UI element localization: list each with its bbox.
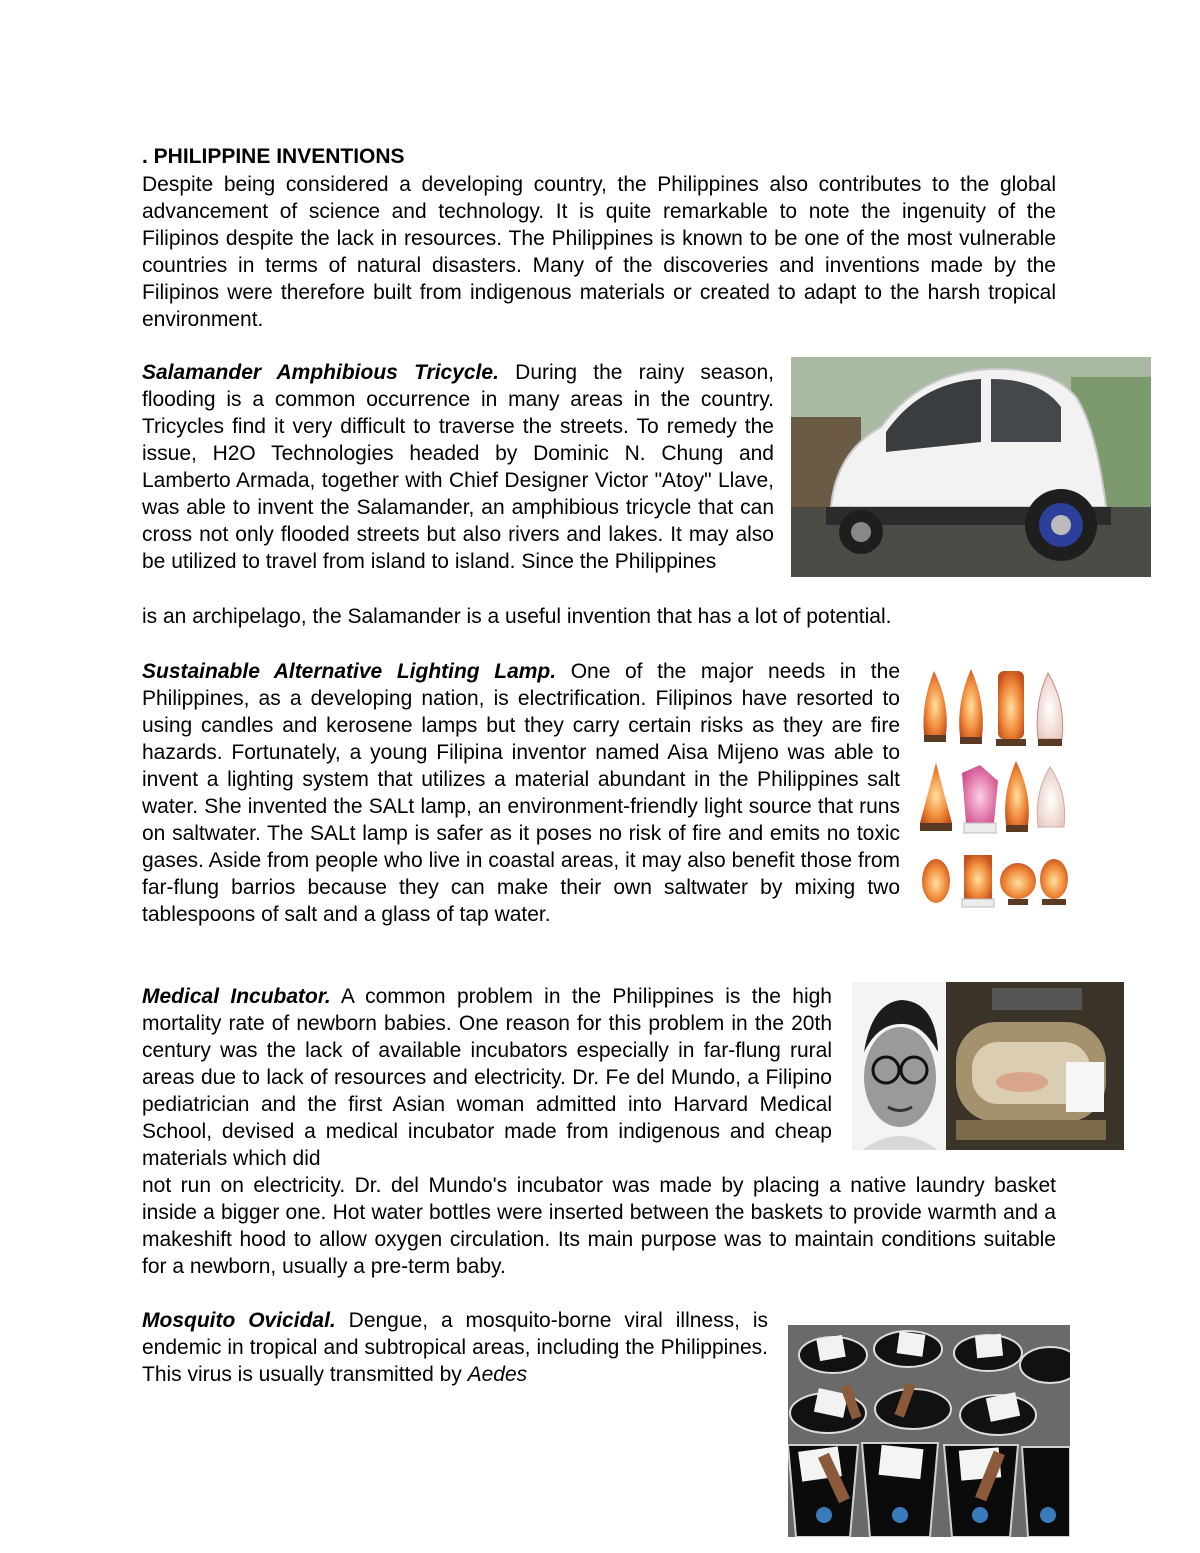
incubator-photo	[852, 982, 1124, 1150]
ovicidal-body: Dengue, a mosquito-borne viral illness, is endemic in tropical and subtropical areas, including the Philippines. This virus is usually transmitted by	[142, 1309, 768, 1386]
incubator-body: A common problem in the Philippines is the high mortality rate of newborn babies. One reason for this problem in the 20th century was the lack of available incubators especially in far-flung rural areas due to lack of resources and electricity. Dr. Fe del Mundo, a Filipino pediatrician and the first Asian woman admitted into Harvard Medical School, devised a medical incubator made from indigenous and cheap materials which did	[142, 985, 832, 1170]
incubator-paragraph	[142, 983, 832, 1172]
salt-lamp-body: One of the major needs in the Philippines, as a developing nation, is electrification. Filipinos have resorted to using candles and kerosene lamps but they carry certain risks as they are fire hazards. Fortunately, a young Filipina inventor named Aisa Mijeno was able to invent a lighting system that utilizes a material abundant in the Philippines salt water. She invented the SALt lamp, an environment-friendly light source that runs on saltwater. The SALt lamp is safer as it poses no risk of fire and emits no toxic gases. Aside from people who live in coastal areas, it may also benefit those from far-flung barrios because they can make their own saltwater by mixing two tablespoons of salt and a glass of tap water.	[142, 660, 900, 926]
salamander-tricycle-photo	[791, 357, 1151, 577]
page-heading: . PHILIPPINE INVENTIONS	[142, 145, 405, 168]
salt-lamps-illustration	[916, 663, 1076, 913]
salamander-paragraph-continued: is an archipelago, the Salamander is a useful invention that has a lot of potential.	[142, 605, 892, 628]
incubator-paragraph-continued: not run on electricity. Dr. del Mundo's incubator was made by placing a native laundry basket inside a bigger one. Hot water bottles were inserted between the baskets to provide warmth and a makeshift hood to allow oxygen circulation. Its main purpose was to maintain conditions suitable for a newborn, usually a pre-term baby.	[142, 1174, 1056, 1278]
salamander-title: Salamander Amphibious Tricycle.	[142, 361, 499, 384]
ovicidal-illustration	[788, 1325, 1070, 1537]
ovicidal-italic-term: Aedes	[467, 1363, 528, 1386]
incubator-illustration	[852, 982, 1124, 1150]
incubator-title: Medical Incubator.	[142, 985, 331, 1008]
salt-lamps-photo	[916, 663, 1076, 913]
intro-paragraph: Despite being considered a developing country, the Philippines also contributes to the global advancement of science and technology. It is quite remarkable to note the ingenuity of the Filipinos despite the lack in resources. The Philippines is known to be one of the most vulnerable countries in terms of natural disasters. Many of the discoveries and inventions made by the Filipinos were therefore built from indigenous materials or created to adapt to the harsh tropical environment.	[142, 173, 1056, 331]
ovicidal-title: Mosquito Ovicidal.	[142, 1309, 336, 1332]
salt-lamp-title: Sustainable Alternative Lighting Lamp.	[142, 660, 557, 683]
ovicidal-paragraph	[142, 1307, 768, 1388]
salt-lamp-paragraph	[142, 658, 900, 928]
salamander-paragraph	[142, 359, 774, 575]
mosquito-ovicidal-photo	[788, 1325, 1070, 1537]
salamander-body: During the rainy season, flooding is a common occurrence in many areas in the country. Tricycles find it very difficult to traverse the streets. To remedy the issue, H2O Technologies headed by Dominic N. Chung and Lamberto Armada, together with Chief Designer Victor "Atoy" Llave, was able to invent the Salamander, an amphibious tricycle that can cross not only flooded streets but also rivers and lakes. It may also be utilized to travel from island to island. Since the Philippines	[142, 361, 774, 573]
tricycle-illustration	[791, 357, 1151, 577]
